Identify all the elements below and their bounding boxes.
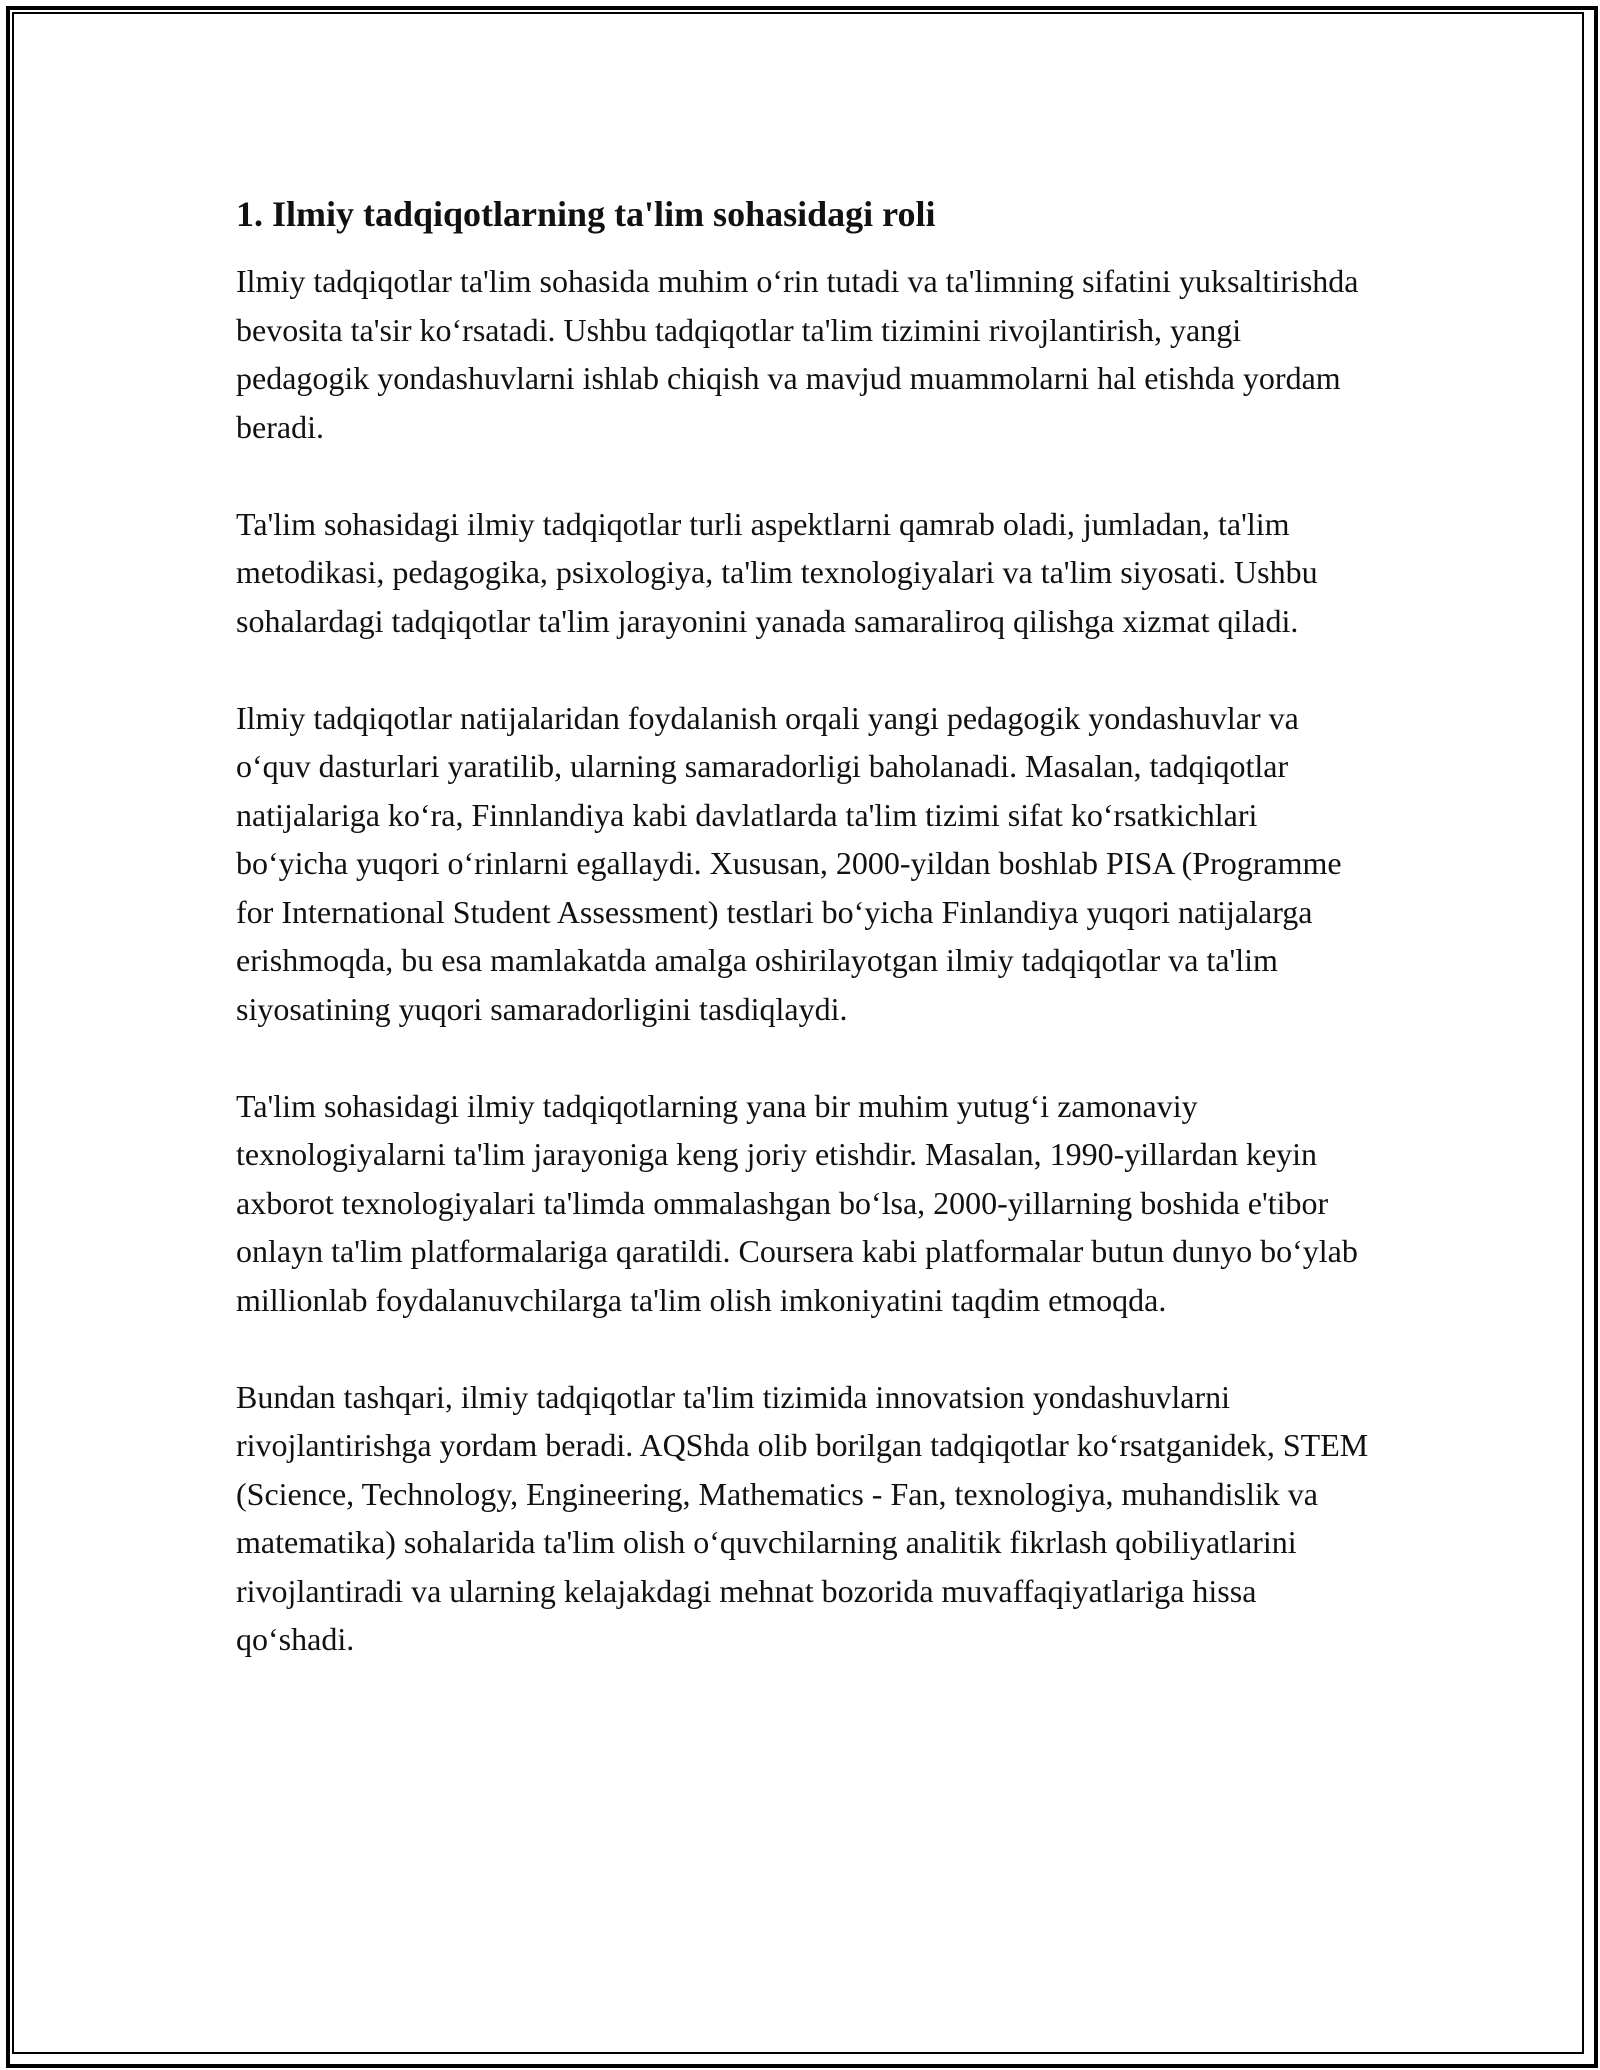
paragraph-4: Ta'lim sohasidagi ilmiy tadqiqotlarning yana bir muhim yutug‘i zamonaviy texnologiyalarni ta'lim jarayoniga keng joriy etishdir. Masalan, 1990-yillardan keyin axborot texnologiyalari ta'limda ommalashgan bo‘lsa, 2000-yillarning boshida e'tibor onlayn ta'lim platformalariga qaratildi. Coursera kabi platformalar butun dunyo bo‘ylab millionlab foydalanuvchilarga ta'lim olish imkoniyatini taqdim etmoqda. [236, 1087, 1358, 1318]
paragraph-2: Ta'lim sohasidagi ilmiy tadqiqotlar turli aspektlarni qamrab oladi, jumladan, ta'lim metodikasi, pedagogika, psixologiya, ta'lim texnologiyalari va ta'lim siyosati. Ushbu sohalardagi tadqiqotlar ta'lim jarayonini yanada samaraliroq qilishga xizmat qiladi. [236, 505, 1318, 639]
paragraph-3: Ilmiy tadqiqotlar natijalaridan foydalanish orqali yangi pedagogik yondashuvlar va o‘quv dasturlari yaratilib, ularning samaradorligi baholanadi. Masalan, tadqiqotlar natijalariga ko‘ra, Finnlandiya kabi davlatlarda ta'lim tizimi sifat ko‘rsatkichlari bo‘yicha yuqori o‘rinlarni egallaydi. Xususan, 2000-yildan boshlab PISA (Programme for International Student Assessment) testlari bo‘yicha Finlandiya yuqori natijalarga erishmoqda, bu esa mamlakatda amalga oshirilayotgan ilmiy tadqiqotlar va ta'lim siyosatining yuqori samaradorligini tasdiqlaydi. [236, 699, 1342, 1027]
paragraph-5: Bundan tashqari, ilmiy tadqiqotlar ta'lim tizimida innovatsion yondashuvlarni rivojlantirishga yordam beradi. AQShda olib borilgan tadqiqotlar ko‘rsatganidek, STEM (Science, Technology, Engineering, Mathematics - Fan, texnologiya, muhandislik va matematika) sohalarida ta'lim olish o‘quvchilarning analitik fikrlash qobiliyatlarini rivojlantiradi va ularning kelajakdagi mehnat bozorida muvaffaqiyatlariga hissa qo‘shadi. [236, 1378, 1369, 1657]
paragraph-1: Ilmiy tadqiqotlar ta'lim sohasida muhim o‘rin tutadi va ta'limning sifatini yuksaltirishda bevosita ta'sir ko‘rsatadi. Ushbu tadqiqotlar ta'lim tizimini rivojlantirish, yangi pedagogik yondashuvlarni ishlab chiqish va mavjud muammolarni hal etishda yordam beradi. [236, 263, 1359, 445]
section-heading: 1. Ilmiy tadqiqotlarning ta'lim sohasidagi roli [236, 194, 936, 234]
document-body [236, 185, 1376, 1664]
